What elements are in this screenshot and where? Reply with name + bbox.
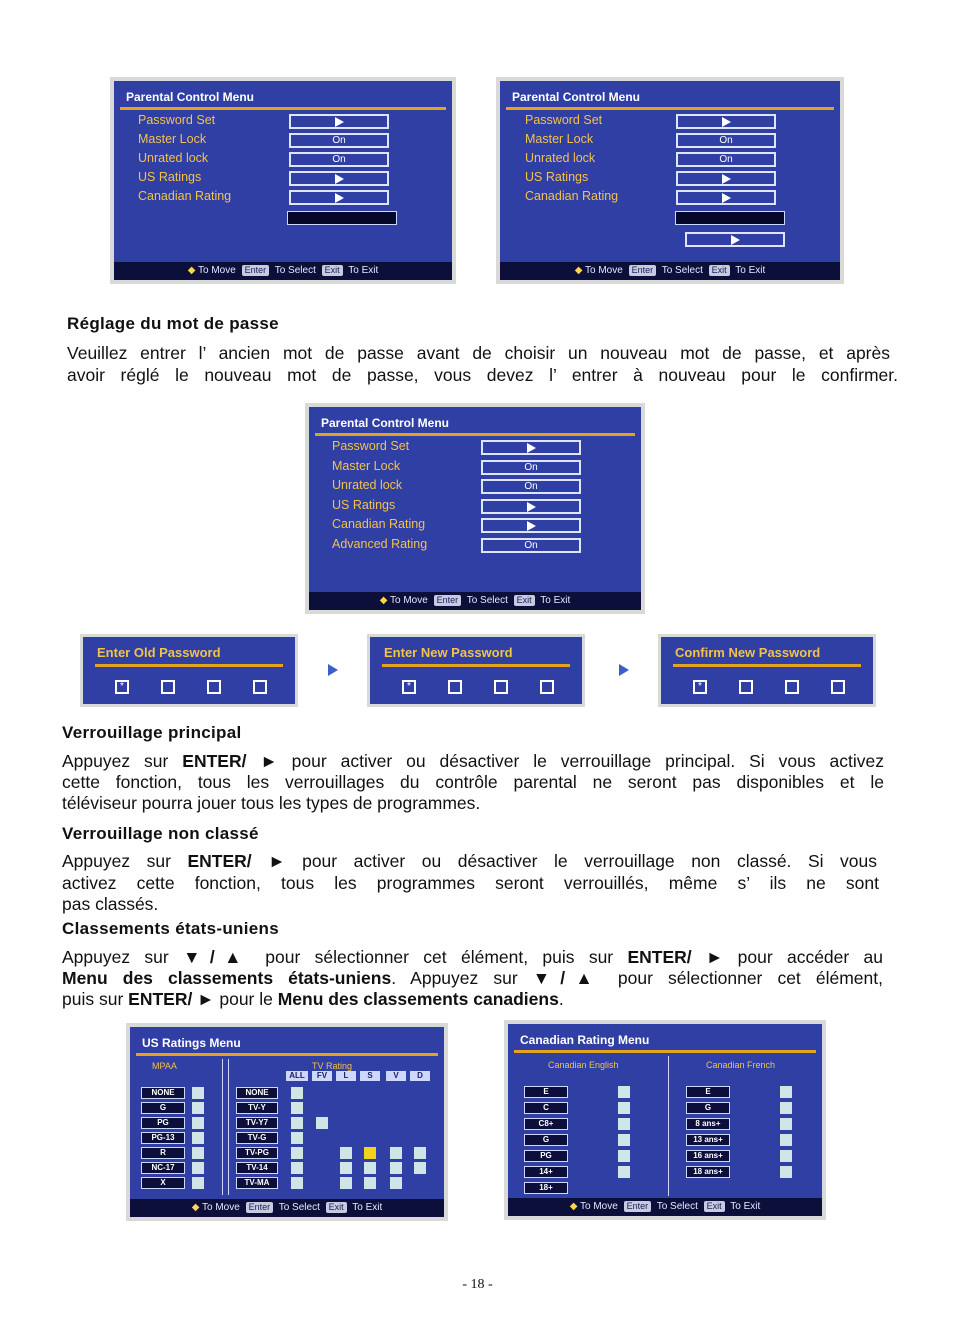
enter-key: Enter — [242, 265, 270, 276]
mpaa-lock-2[interactable] — [192, 1102, 204, 1114]
menu-footer — [500, 262, 840, 280]
menu-footer — [309, 592, 641, 610]
en-lock-1[interactable] — [618, 1086, 630, 1098]
en-g[interactable]: G — [524, 1134, 568, 1146]
footer-move: To Move — [198, 265, 236, 276]
tv-lock-all[interactable] — [291, 1162, 303, 1174]
master-lock-value[interactable]: On — [676, 133, 776, 148]
menu-item-password-set[interactable]: Password Set — [525, 113, 603, 127]
menu-item-canadian-rating[interactable]: Canadian Rating — [332, 517, 426, 531]
mpaa-lock-6[interactable] — [192, 1162, 204, 1174]
footer-exit: To Exit — [352, 1202, 383, 1213]
us-ratings-value[interactable] — [481, 499, 581, 514]
right-arrow-icon — [335, 193, 344, 203]
en-18[interactable]: 18+ — [524, 1182, 568, 1194]
text: pour accéder au — [723, 947, 884, 967]
unrated-lock-value[interactable]: On — [676, 152, 776, 167]
us-ratings-value[interactable] — [676, 171, 776, 186]
menu-title: Parental Control Menu — [506, 87, 834, 110]
en-lock-4[interactable] — [618, 1134, 630, 1146]
menu-footer — [114, 262, 452, 280]
tab-l[interactable]: L — [336, 1071, 356, 1081]
fr-8ans[interactable]: 8 ans+ — [686, 1118, 730, 1130]
tab-d[interactable]: D — [410, 1071, 430, 1081]
mpaa-pg13[interactable]: PG-13 — [141, 1132, 185, 1144]
menu-item-master-lock[interactable]: Master Lock — [525, 132, 594, 146]
heading-password: Réglage du mot de passe — [67, 314, 279, 333]
right-arrow-icon — [527, 443, 536, 453]
menu-item-canadian-rating[interactable]: Canadian Rating — [525, 189, 619, 203]
text: pour activer ou désactiver le verrouillage principal. Si vous activez — [277, 751, 885, 771]
right-arrow-icon — [527, 502, 536, 512]
key-text: ▼/▲ — [183, 947, 251, 967]
tv-lock-l[interactable] — [340, 1177, 352, 1189]
exit-key: Exit — [514, 595, 535, 606]
fr-lock-6[interactable] — [780, 1166, 792, 1178]
unrated-lock-value[interactable]: On — [481, 479, 581, 494]
new-password-arrow[interactable] — [685, 232, 785, 247]
footer-exit: To Exit — [735, 265, 766, 276]
digit-box-4[interactable] — [831, 680, 845, 694]
tv-lock-all[interactable] — [291, 1117, 303, 1129]
next-arrow-icon — [619, 664, 629, 676]
fr-g[interactable]: G — [686, 1102, 730, 1114]
footer-move: To Move — [580, 1201, 618, 1212]
tv-lock-fv[interactable] — [316, 1117, 328, 1129]
tv-lock-all[interactable] — [291, 1132, 303, 1144]
menu-item-unrated-lock[interactable]: Unrated lock — [138, 151, 209, 165]
mpaa-lock-3[interactable] — [192, 1117, 204, 1129]
menu-item-unrated-lock[interactable]: Unrated lock — [332, 478, 403, 492]
digit-box-4[interactable] — [540, 680, 554, 694]
tv-lock-l[interactable] — [340, 1162, 352, 1174]
tv-lock-v[interactable] — [390, 1162, 402, 1174]
right-arrow-icon — [722, 174, 731, 184]
enter-key: Enter — [246, 1202, 274, 1213]
password-entry-bar[interactable] — [675, 211, 785, 225]
canadian-rating-value[interactable] — [481, 518, 581, 533]
mpaa-g[interactable]: G — [141, 1102, 185, 1114]
fr-lock-4[interactable] — [780, 1134, 792, 1146]
divider — [382, 664, 570, 667]
exit-key: Exit — [326, 1202, 347, 1213]
menu-name: Menu des classements états-uniens — [62, 968, 392, 988]
master-lock-value[interactable]: On — [481, 460, 581, 475]
mpaa-lock-5[interactable] — [192, 1147, 204, 1159]
canadian-rating-value[interactable] — [676, 190, 776, 205]
menu-title: Parental Control Menu — [120, 87, 446, 110]
tv-screen-password-new — [496, 77, 844, 284]
master-line-1 — [62, 751, 884, 772]
dialog-new-password — [367, 634, 585, 707]
us-line-2 — [62, 968, 883, 989]
text: . Appuyez sur — [391, 968, 533, 988]
menu-item-canadian-rating[interactable]: Canadian Rating — [138, 189, 232, 203]
menu-item-advanced-rating[interactable]: Advanced Rating — [332, 537, 428, 551]
unrated-lock-value[interactable]: On — [289, 152, 389, 167]
unrated-line-1 — [62, 851, 877, 872]
right-arrow-icon — [527, 521, 536, 531]
menu-footer — [130, 1199, 444, 1217]
tv-y[interactable]: TV-Y — [236, 1102, 278, 1114]
tv-lock-v[interactable] — [390, 1147, 402, 1159]
exit-key: Exit — [709, 265, 730, 276]
text: Appuyez sur — [62, 851, 188, 871]
tv-lock-s[interactable] — [364, 1162, 376, 1174]
digit-box-1[interactable]: * — [693, 680, 707, 694]
menu-item-master-lock[interactable]: Master Lock — [138, 132, 207, 146]
tv-lock-l[interactable] — [340, 1147, 352, 1159]
menu-item-unrated-lock[interactable]: Unrated lock — [525, 151, 596, 165]
us-line-3 — [62, 989, 883, 1010]
en-e[interactable]: E — [524, 1086, 568, 1098]
right-arrow-icon — [722, 117, 731, 127]
footer-select: To Select — [278, 1202, 320, 1213]
exit-key: Exit — [704, 1201, 725, 1212]
tv-screen-canadian-ratings — [504, 1020, 826, 1220]
password-set-value[interactable] — [481, 440, 581, 455]
text: puis sur — [62, 989, 129, 1009]
footer-select: To Select — [466, 595, 508, 606]
tv-g[interactable]: TV-G — [236, 1132, 278, 1144]
advanced-rating-value[interactable]: On — [481, 538, 581, 553]
tv-lock-all[interactable] — [291, 1087, 303, 1099]
digit-box-1[interactable]: * — [115, 680, 129, 694]
mpaa-lock-7[interactable] — [192, 1177, 204, 1189]
text: pour le — [214, 989, 278, 1009]
mpaa-pg[interactable]: PG — [141, 1117, 185, 1129]
text: pour sélectionner cet élément, — [602, 968, 883, 988]
key-text: ENTER/ ► — [182, 751, 278, 771]
tv-rating-label: TV Rating — [312, 1061, 353, 1071]
key-text: ENTER/ ► — [128, 989, 215, 1009]
up-down-icon: ◆ — [574, 265, 583, 276]
menu-title: Parental Control Menu — [315, 413, 635, 436]
menu-item-password-set[interactable]: Password Set — [332, 439, 410, 453]
menu-item-us-ratings[interactable]: US Ratings — [525, 170, 589, 184]
master-line-2: cette fonction, tous les verrouillages du contrôle parental ne seront pas disponibles et le — [62, 772, 884, 792]
unrated-line-2: activez cette fonction, tous les programmes seront verrouillés, même s’ ils ne sont — [62, 873, 879, 893]
dialog-old-password — [80, 634, 298, 707]
password-line-2: avoir réglé le nouveau mot de passe, vous devez l’ entrer à nouveau pour le confirmer. — [67, 365, 898, 385]
enter-key: Enter — [624, 1201, 652, 1212]
tab-v[interactable]: V — [386, 1071, 406, 1081]
footer-exit: To Exit — [730, 1201, 761, 1212]
enter-key: Enter — [434, 595, 462, 606]
tv-lock-all[interactable] — [291, 1177, 303, 1189]
digit-box-2[interactable] — [739, 680, 753, 694]
digit-box-3[interactable] — [785, 680, 799, 694]
password-set-value[interactable] — [676, 114, 776, 129]
footer-exit: To Exit — [540, 595, 571, 606]
tv-lock-s-selected[interactable] — [364, 1147, 376, 1159]
password-set-value[interactable] — [289, 114, 389, 129]
divider — [673, 664, 861, 667]
menu-item-us-ratings[interactable]: US Ratings — [138, 170, 202, 184]
en-lock-2[interactable] — [618, 1102, 630, 1114]
mpaa-none[interactable]: NONE — [141, 1087, 185, 1099]
enter-key: Enter — [629, 265, 657, 276]
text: Appuyez sur — [62, 947, 184, 967]
mpaa-x[interactable]: X — [141, 1177, 185, 1189]
master-lock-value[interactable]: On — [289, 133, 389, 148]
heading-us-ratings: Classements états-uniens — [62, 919, 279, 938]
column-divider — [222, 1059, 223, 1195]
exit-key: Exit — [322, 265, 343, 276]
up-down-icon: ◆ — [569, 1201, 578, 1212]
dialog-title: Confirm New Password — [675, 645, 821, 660]
tv-lock-all[interactable] — [291, 1147, 303, 1159]
digit-box-4[interactable] — [253, 680, 267, 694]
up-down-icon: ◆ — [191, 1202, 200, 1213]
text: . — [558, 989, 564, 1009]
en-lock-3[interactable] — [618, 1118, 630, 1130]
next-arrow-icon — [328, 664, 338, 676]
footer-move: To Move — [202, 1202, 240, 1213]
digit-box-3[interactable] — [207, 680, 221, 694]
en-lock-5[interactable] — [618, 1150, 630, 1162]
tv-pg[interactable]: TV-PG — [236, 1147, 278, 1159]
menu-title: Canadian Rating Menu — [514, 1030, 816, 1053]
digit-box-3[interactable] — [494, 680, 508, 694]
text: Appuyez sur — [62, 751, 183, 771]
dialog-confirm-password — [658, 634, 876, 707]
divider — [95, 664, 283, 667]
en-c8[interactable]: C8+ — [524, 1118, 568, 1130]
menu-footer — [508, 1198, 822, 1216]
tv-screen-us-ratings — [126, 1023, 448, 1221]
right-arrow-icon — [335, 174, 344, 184]
heading-unrated-lock: Verrouillage non classé — [62, 824, 259, 843]
text: pour sélectionner cet élément, puis sur — [250, 947, 628, 967]
fr-lock-2[interactable] — [780, 1102, 792, 1114]
dialog-title: Enter New Password — [384, 645, 513, 660]
tv-lock-d[interactable] — [414, 1162, 426, 1174]
unrated-line-3: pas classés. — [62, 894, 159, 914]
key-text: ENTER/ ► — [187, 851, 286, 871]
dialog-title: Enter Old Password — [97, 645, 221, 660]
fr-lock-5[interactable] — [780, 1150, 792, 1162]
fr-13ans[interactable]: 13 ans+ — [686, 1134, 730, 1146]
tv-lock-d[interactable] — [414, 1147, 426, 1159]
tv-lock-s[interactable] — [364, 1177, 376, 1189]
en-lock-6[interactable] — [618, 1166, 630, 1178]
canadian-rating-value[interactable] — [289, 190, 389, 205]
menu-item-us-ratings[interactable]: US Ratings — [332, 498, 396, 512]
digit-box-2[interactable] — [161, 680, 175, 694]
fr-16ans[interactable]: 16 ans+ — [686, 1150, 730, 1162]
mpaa-lock-4[interactable] — [192, 1132, 204, 1144]
tab-all[interactable]: ALL — [286, 1071, 308, 1081]
canadian-english-label: Canadian English — [548, 1060, 619, 1070]
key-text: ENTER/ ► — [627, 947, 724, 967]
en-pg[interactable]: PG — [524, 1150, 568, 1162]
canadian-french-label: Canadian French — [706, 1060, 776, 1070]
right-arrow-icon — [335, 117, 344, 127]
fr-lock-1[interactable] — [780, 1086, 792, 1098]
en-14[interactable]: 14+ — [524, 1166, 568, 1178]
footer-select: To Select — [274, 265, 316, 276]
digit-box-2[interactable] — [448, 680, 462, 694]
tv-lock-all[interactable] — [291, 1102, 303, 1114]
tab-fv[interactable]: FV — [312, 1071, 332, 1081]
footer-select: To Select — [661, 265, 703, 276]
mpaa-label: MPAA — [152, 1061, 177, 1071]
mpaa-r[interactable]: R — [141, 1147, 185, 1159]
mpaa-lock-1[interactable] — [192, 1087, 204, 1099]
master-line-3: téléviseur pourra jouer tous les types de programmes. — [62, 793, 481, 813]
password-line-1: Veuillez entrer l’ ancien mot de passe avant de choisir un nouveau mot de passe, et après — [67, 343, 890, 363]
menu-item-password-set[interactable]: Password Set — [138, 113, 216, 127]
page-number: - 18 - — [462, 1277, 493, 1292]
column-divider — [228, 1059, 229, 1195]
tv-y7[interactable]: TV-Y7 — [236, 1117, 278, 1129]
tv-screen-password-set — [110, 77, 456, 284]
fr-lock-3[interactable] — [780, 1118, 792, 1130]
fr-18ans[interactable]: 18 ans+ — [686, 1166, 730, 1178]
footer-exit: To Exit — [348, 265, 379, 276]
mpaa-nc17[interactable]: NC-17 — [141, 1162, 185, 1174]
column-divider — [668, 1056, 669, 1196]
menu-item-master-lock[interactable]: Master Lock — [332, 459, 401, 473]
password-entry-bar[interactable] — [287, 211, 397, 225]
up-down-icon: ◆ — [187, 265, 196, 276]
digit-box-1[interactable]: * — [402, 680, 416, 694]
text: pour activer ou désactiver le verrouillage non classé. Si vous — [285, 851, 878, 871]
tv-lock-v[interactable] — [390, 1177, 402, 1189]
heading-master-lock: Verrouillage principal — [62, 723, 242, 742]
tab-s[interactable]: S — [360, 1071, 380, 1081]
fr-e[interactable]: E — [686, 1086, 730, 1098]
tv-none[interactable]: NONE — [236, 1087, 278, 1099]
key-text: ▼/▲ — [532, 968, 603, 988]
us-line-1 — [62, 947, 883, 968]
tv-14[interactable]: TV-14 — [236, 1162, 278, 1174]
right-arrow-icon — [722, 193, 731, 203]
tv-screen-advanced — [305, 403, 645, 614]
en-c[interactable]: C — [524, 1102, 568, 1114]
footer-select: To Select — [656, 1201, 698, 1212]
footer-move: To Move — [390, 595, 428, 606]
footer-move: To Move — [585, 265, 623, 276]
right-arrow-icon — [731, 235, 740, 245]
tv-ma[interactable]: TV-MA — [236, 1177, 278, 1189]
menu-name: Menu des classements canadiens — [277, 989, 559, 1009]
menu-title: US Ratings Menu — [136, 1033, 438, 1056]
up-down-icon: ◆ — [379, 595, 388, 606]
us-ratings-value[interactable] — [289, 171, 389, 186]
